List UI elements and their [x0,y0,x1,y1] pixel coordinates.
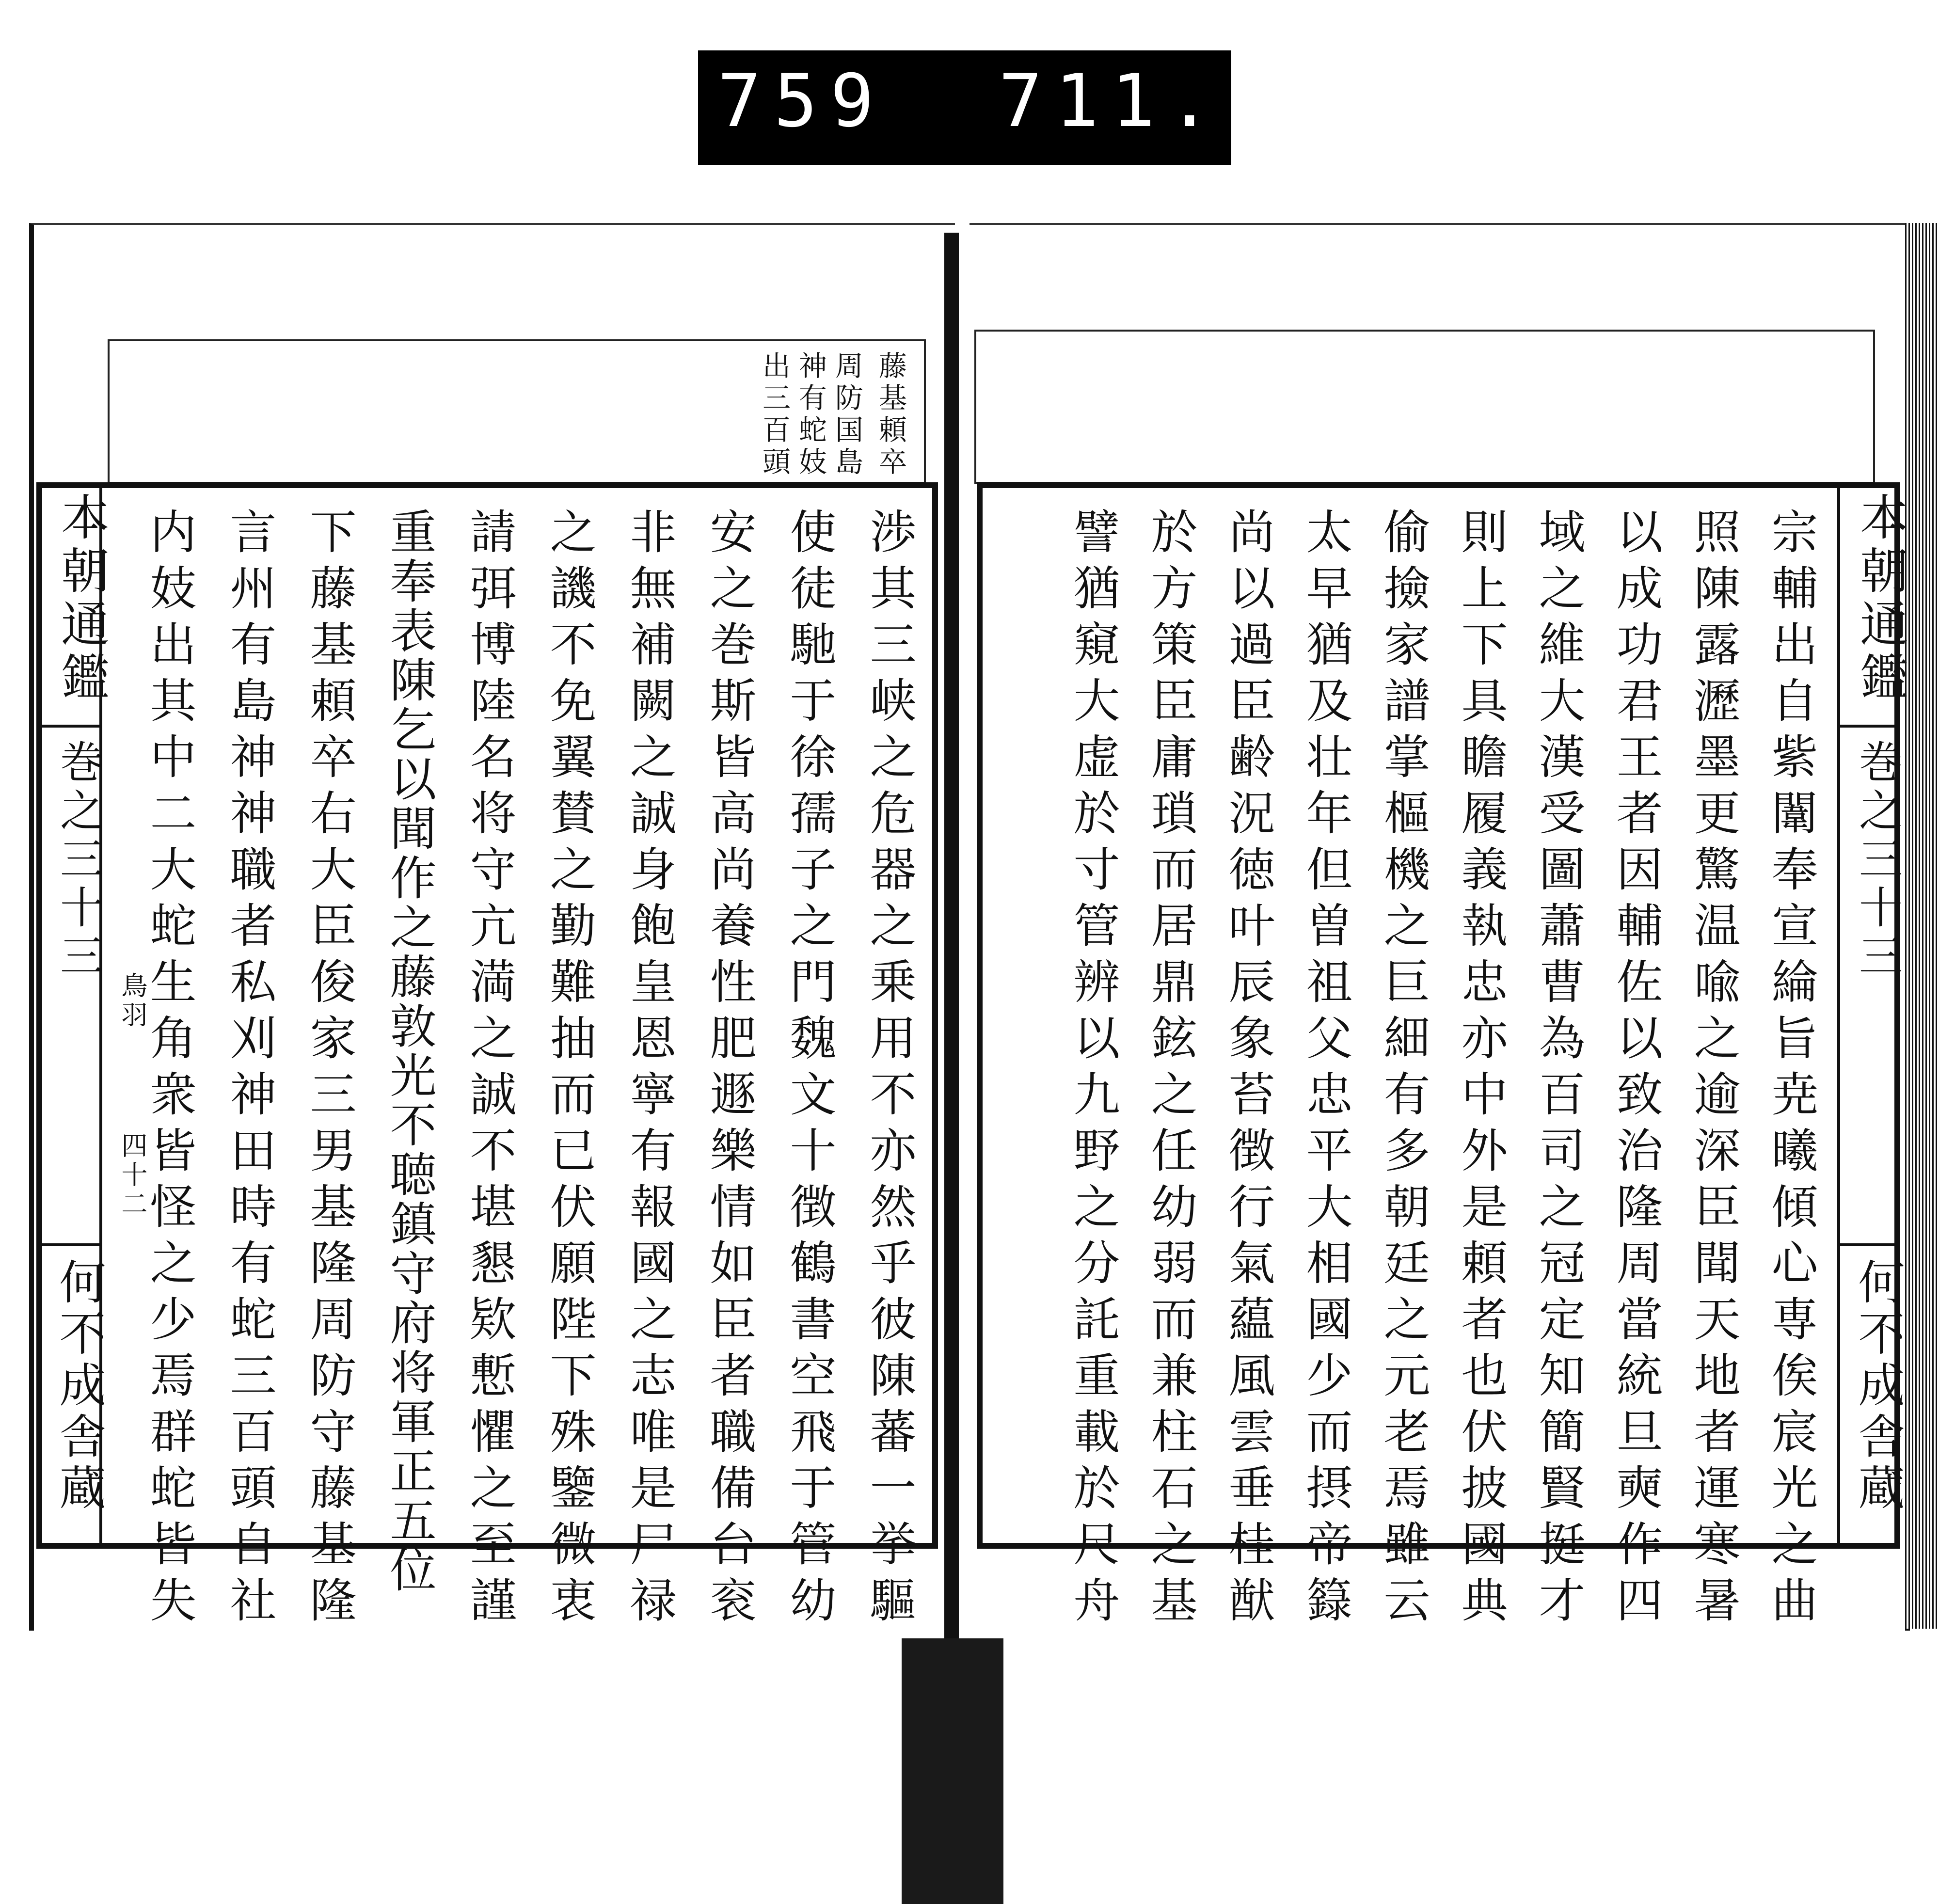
left-text-frame [36,482,938,1632]
right-text-frame [977,482,1900,1632]
text-column: 非無補闕之誠身飽皇恩寧有報國之志唯是尸禄 [622,508,677,1632]
text-column: 宗輔出自紫闈奉宣綸旨尭曦傾心専俟宸光之曲 [1764,508,1818,1632]
text-column: 於方策臣庸瑣而居鼎鉉之任幼弱而兼柱石之基 [1144,508,1198,1632]
book-title: 本朝通鑑 [53,492,110,705]
text-column: 則上下具瞻履義執忠亦中外是頼者也伏披國典 [1454,508,1508,1632]
owner-mark: 何不成舎蔵 [1851,1258,1905,1515]
catalog-number-right: 711. [999,59,1224,143]
divider [1840,1243,1898,1246]
text-column: 域之維大漢受圖蕭曹為百司之冠定知簡賢挺才 [1531,508,1586,1632]
catalog-number-plate [698,50,1231,165]
right-headnote-box [974,330,1875,484]
text-column: 照陳露瀝墨更驚温喩之逾深臣聞天地者運寒暑 [1686,508,1741,1632]
text-column: 以成功君王者因輔佐以致治隆周當統旦奭作四 [1609,508,1663,1632]
text-column: 請弭博陸名将守亢満之誠不堪懇欵慙懼之至謹 [462,508,517,1632]
book-gutter-base [902,1638,1003,1904]
headnote-line: 周防国島 [830,351,863,479]
text-column: 尚以過臣齢況徳叶辰象苔徴行氣藴風雲垂桂猷 [1221,508,1275,1632]
text-column: 太早猶及壮年但曽祖父忠平大相國少而摂帝籙 [1299,508,1353,1632]
headnote-line: 神有蛇妓 [794,351,827,479]
text-column: 安之巻斯皆高尚養性肥遯樂情如臣者職備台衮 [702,508,757,1632]
text-column: 使徒馳于徐孺子之門魏文十徴鶴書空飛于管幼 [782,508,837,1632]
headnote-line: 出三百頭 [758,351,791,479]
owner-mark: 何不成舎蔵 [52,1258,106,1515]
text-column: 偷撿家譜掌樞機之巨細有多朝廷之元老焉雖云 [1376,508,1430,1632]
volume-label: 巻之三十三 [1851,739,1902,982]
text-column: 譬猶窺大虚於寸管辨以九野之分託重載於尺舟 [1066,508,1120,1632]
chapter-label: 鳥羽 [117,972,148,1030]
book-title: 本朝通鑑 [1852,492,1908,705]
left-headnote-box [108,339,926,484]
divider [41,725,99,728]
text-column: 重奉表陳乞以聞作之藤敦光不聴鎮守府将軍正五位 [382,508,437,1595]
text-column: 下藤基頼卒右大臣俊家三男基隆周防守藤基隆 [302,508,357,1632]
right-side-label [1837,487,1908,1544]
divider [1840,725,1898,728]
text-column: 言州有島神神職者私刈神田時有蛇三百頭自社 [223,508,277,1632]
catalog-number-left: 759 [717,59,887,143]
volume-label: 巻之三十三 [52,739,103,982]
text-column: 之譏不免翼賛之勤難抽而已伏願陛下殊鑒微衷 [542,508,597,1632]
divider [41,1243,99,1246]
headnote-line: 藤基頼卒 [874,351,907,479]
left-side-label [41,487,148,1544]
text-column: 渉其三峡之危器之乗用不亦然乎彼陳蕃一挙驅 [862,508,917,1632]
page-number: 四十二 [117,1132,148,1219]
text-column: 内妓出其中二大蛇生角衆皆怪之少焉群蛇皆失 [143,508,197,1632]
